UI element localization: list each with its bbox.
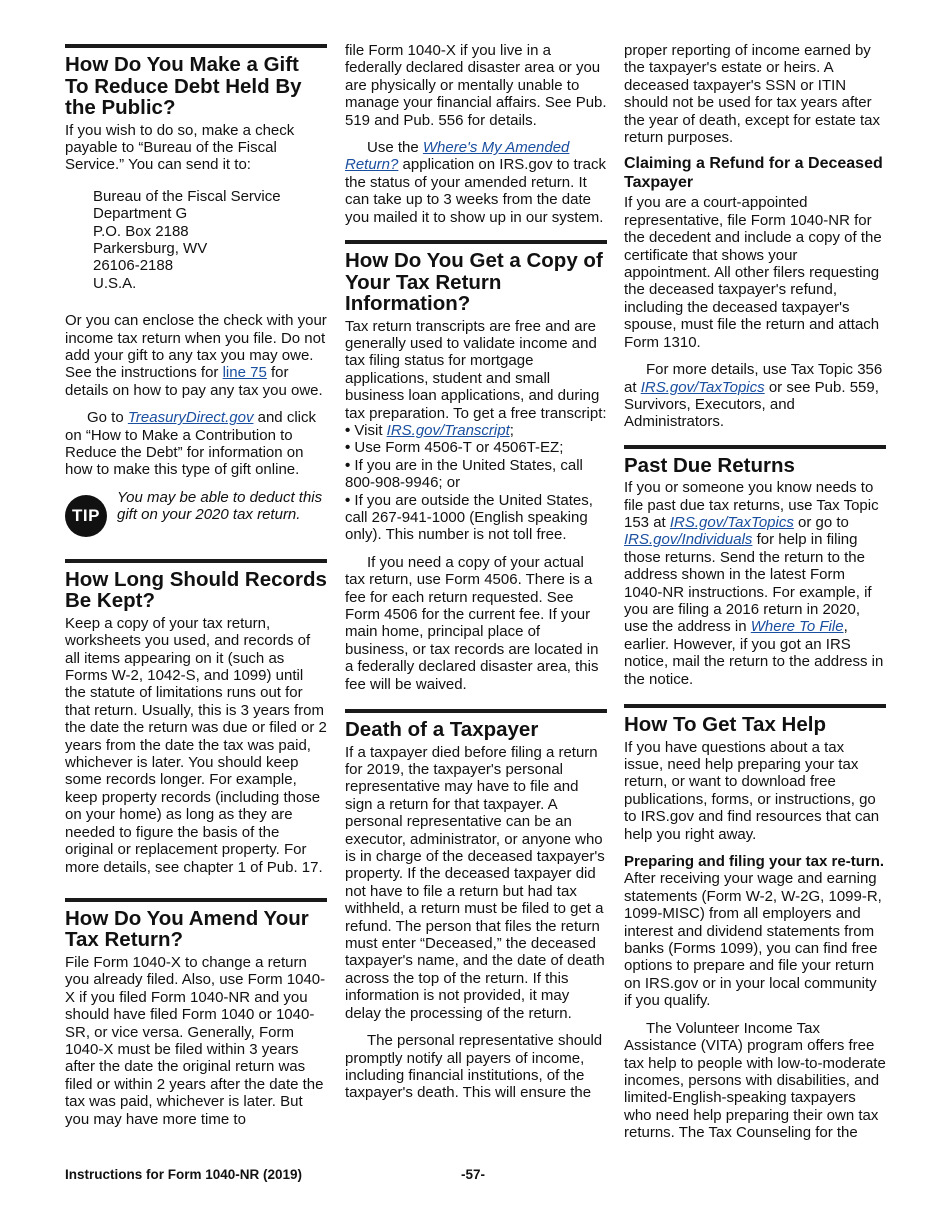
footer-form-title: Instructions for Form 1040-NR (2019): [65, 1167, 303, 1182]
address-line: 26106-2188: [93, 257, 174, 275]
text-run: or see Pub. 559, Survivors, Executors, and Administrators.: [624, 378, 879, 431]
gift-paragraph-1: If you wish to do so, make a check payable to “Bureau of the Fiscal Service.” You can send it to:: [65, 121, 295, 174]
text-run: and click on “How to Make a Contribution to Reduce the Debt” for information on how to make this type of gift online.: [65, 409, 316, 479]
section-title-death: Death of a Taxpayer: [345, 718, 539, 742]
section-rule: [345, 709, 607, 713]
help-paragraph-3: The Volunteer Income Tax Assistance (VITA) program offers free tax help to people with low-to-moderate incomes, persons with disabilities, and limited-English-speaking taxpayers who need help preparing their own tax returns. The Tax Counseling for the: [624, 1019, 886, 1142]
section-rule: [624, 704, 886, 708]
footer-page-number: -57-: [461, 1167, 486, 1182]
where-to-file-link[interactable]: Where To File: [750, 618, 844, 636]
refund-paragraph: If you are a court-appointed representative, file Form 1040-NR for the decedent and include a copy of the certificate that shows your appointment. All other filers requesting the deceased taxpayer's refund, including the deceased taxpayer's spouse, must file the return and attach Form 1310.: [624, 194, 882, 351]
records-paragraph: Keep a copy of your tax return, worksheets you used, and records of all items appearing on it (such as Forms W-2, 1042-S, and 1099) until the statute of limitations runs out for that return. Usually, this is 3 years from the date the return was due or filed or 2 years from the date the tax was paid, whichever is later. You should keep some records longer. For example, keep property records (including those on your home) as long as they are needed to figure the basis of the original or replacement property. For more details, see chapter 1 of Pub. 17.: [65, 614, 327, 876]
section-amend: [65, 898, 327, 1128]
section-title-help: How To Get Tax Help: [624, 713, 826, 737]
text-run: for details on how to pay any tax you owe.: [65, 364, 323, 399]
help-paragraph-1: If you have questions about a tax issue, need help preparing your tax return, or want to download free publications, forms, or instructions, go to IRS.gov and find resources that can help you right away.: [624, 738, 880, 843]
death-cont-paragraph-1: proper reporting of income earned by the taxpayer's estate or heirs. A deceased taxpayer's SSN or ITIN should not be used for tax years after the year of death, except for estate tax return purposes.: [624, 42, 880, 147]
line-75-link[interactable]: line 75: [222, 364, 267, 382]
irs-taxtopics-link-2[interactable]: IRS.gov/TaxTopics: [669, 514, 794, 532]
list-item: [345, 422, 607, 439]
transcript-options-list: [345, 422, 607, 544]
tip-box: [65, 489, 327, 537]
help-run-in-heading: Preparing and filing your tax re-turn.: [624, 853, 885, 871]
text-run: Go to: [87, 409, 128, 427]
irs-taxtopics-link[interactable]: IRS.gov/TaxTopics: [640, 378, 765, 396]
address-line: U.S.A.: [93, 274, 137, 292]
text-run: Or you can enclose the check with your income tax return when you file. Do not add your gift to any tax you may owe. See the instructions for: [65, 312, 327, 382]
death-paragraph-2: The personal representative should promptly notify all payers of income, including financial institutions, of the taxpayer's death. This will ensure the: [345, 1032, 603, 1102]
address-line: Department G: [93, 205, 188, 223]
section-death: [345, 709, 607, 1102]
list-item: • If you are in the United States, call 800-908-9946; or: [345, 457, 607, 492]
section-help: [624, 704, 886, 1141]
address-line: Parkersburg, WV: [93, 239, 208, 257]
section-rule: [65, 44, 327, 48]
mailing-address: [93, 188, 327, 292]
section-amend-continued: [345, 42, 607, 226]
section-rule: [65, 898, 327, 902]
death-paragraph-1: If a taxpayer died before filing a return for 2019, the taxpayer's personal representative may have to file and sign a return for that taxpayer. A personal representative can be an executor, administrator, or anyone who is in charge of the deceased taxpayer's property. If the deceased taxpayer did not have to file a return but had tax withheld, a return must be filed to get a refund. The person that files the return must enter “Deceased,” the deceased taxpayer's name, and the date of death across the top of the return. If this information is not provided, it may delay the processing of the return.: [345, 743, 605, 1022]
address-line: P.O. Box 2188: [93, 222, 189, 240]
text-run: for help in filing those returns. Send the return to the address shown in the latest Form 1040-NR instructions. For example, if you are filing a 2016 return in 2020, use the address in: [624, 531, 872, 636]
text-run: For more details, use Tax Topic 356 at: [624, 361, 883, 396]
text-run: application on IRS.gov to track the status of your amended return. It can take up to 3 weeks from the date you mailed it to show up in our system.: [345, 156, 606, 226]
section-title-amend: How Do You Amend Your Tax Return?: [65, 906, 309, 952]
list-item: • If you are outside the United States, call 267-941-1000 (English speaking only). This number is not toll free.: [345, 492, 607, 544]
more-details-paragraph: [624, 361, 886, 431]
text-run: , earlier. However, if you got an IRS notice, mail the return to the address in the notice.: [624, 618, 884, 688]
section-title-pastdue: Past Due Returns: [624, 453, 795, 477]
column-right: [624, 40, 886, 1142]
amend-cont-paragraph-2: [345, 139, 607, 226]
text-run: After receiving your wage and earning statements (Form W-2, W-2G, 1099-R, 1099-MISC) from all employers and interest and dividend statements from banks (Forms 1099), you can find free options to prepare and file your return on IRS.gov or in your local community if you qualify.: [624, 870, 882, 1010]
column-middle: [345, 40, 607, 1102]
irs-transcript-link[interactable]: IRS.gov/Transcript: [386, 422, 510, 439]
address-line: Bureau of the Fiscal Service: [93, 187, 281, 205]
text-run: If you or someone you know needs to file past due tax returns, use Tax Topic 153 at: [624, 479, 879, 532]
gift-paragraph-3: [65, 409, 327, 479]
section-records: [65, 559, 327, 876]
text-run: or go to: [793, 514, 849, 532]
section-title-records: How Long Should Records Be Kept?: [65, 567, 327, 613]
help-paragraph-2: [624, 853, 886, 1010]
treasurydirect-link[interactable]: TreasuryDirect.gov: [127, 409, 254, 427]
wheres-my-amended-return-link[interactable]: Where's My Amended Return?: [345, 139, 570, 174]
text-run: ;: [509, 422, 514, 439]
section-rule: [345, 240, 607, 244]
pastdue-paragraph: [624, 479, 886, 688]
amend-paragraph: File Form 1040-X to change a return you already filed. Also, use Form 1040-X if you filed Form 1040-NR and you should have filed Form 1040 or 1040-SR, or vice versa. Generally, Form 1040-X must be filed within 3 years after the date the original return was filed or within 2 years after the date the tax was paid, whichever is later. But you may have more time to: [65, 953, 326, 1128]
subhead-refund-deceased: Claiming a Refund for a Deceased Taxpayer: [624, 155, 883, 192]
section-rule: [65, 559, 327, 563]
amend-cont-paragraph-1: file Form 1040-X if you live in a federally declared disaster area or you are physically or mentally unable to manage your financial affairs. See Pub. 519 and Pub. 556 for details.: [345, 42, 607, 129]
tip-text: You may be able to deduct this gift on your 2020 tax return.: [117, 488, 323, 524]
copy-paragraph-2: If you need a copy of your actual tax return, use Form 4506. There is a fee for each return requested. See Form 4506 for the current fee. If your main home, principal place of business, or tax records are located in a federally declared disaster area, this fee will be waived.: [345, 553, 599, 693]
copy-paragraph-1: Tax return transcripts are free and are generally used to validate income and tax filing status for mortgage applications, student and small business loan applications, and during tax preparation. To get a free transcript:: [345, 317, 607, 422]
text-run: Use the: [367, 139, 423, 157]
irs-individuals-link[interactable]: IRS.gov/Individuals: [624, 531, 753, 549]
section-pastdue: [624, 445, 886, 688]
section-death-continued: [624, 42, 886, 431]
gift-paragraph-2: [65, 312, 327, 399]
list-item: • Use Form 4506-T or 4506T-EZ;: [345, 439, 607, 456]
section-title-copy: How Do You Get a Copy of Your Tax Return Information?: [345, 249, 603, 316]
text-run: Visit: [354, 422, 387, 439]
section-title-gift: How Do You Make a Gift To Reduce Debt Held By the Public?: [65, 53, 302, 119]
section-gift: [65, 44, 327, 537]
tip-icon: TIP: [65, 495, 107, 537]
section-copy: [345, 240, 607, 693]
column-left: [65, 40, 327, 1128]
section-rule: [624, 445, 886, 449]
